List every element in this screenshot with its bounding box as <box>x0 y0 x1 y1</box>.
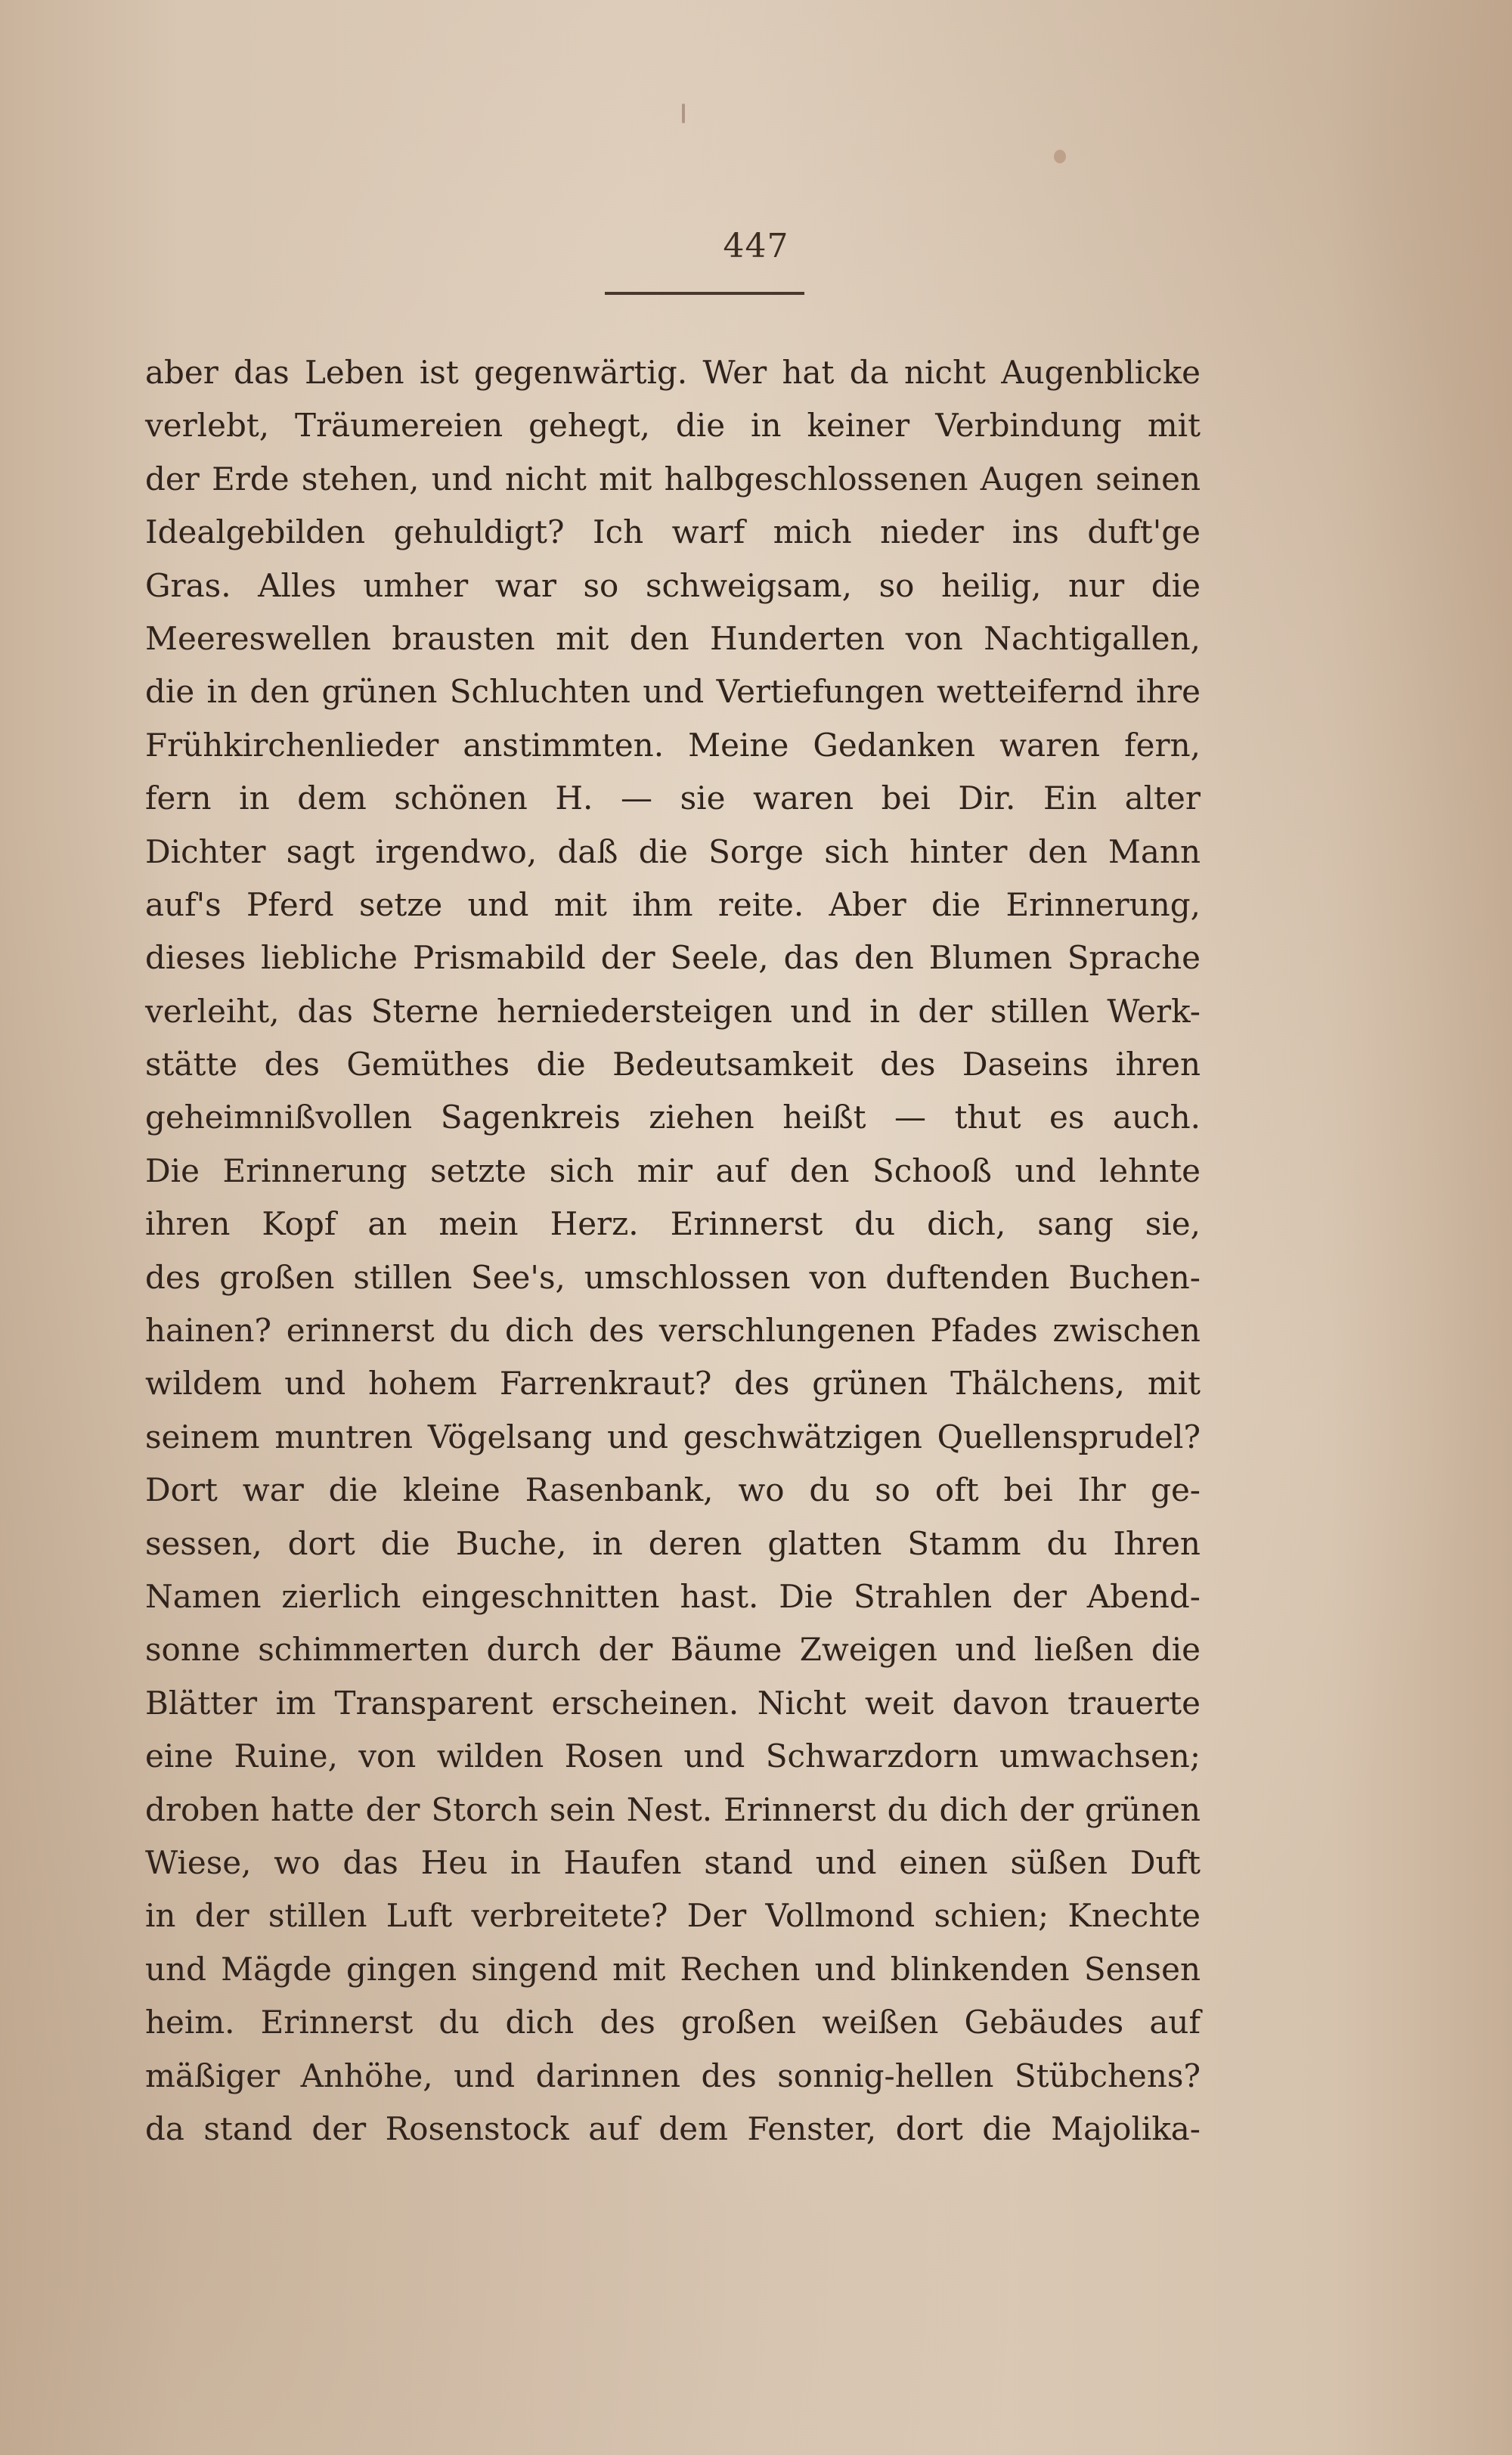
page-number: 447 <box>723 227 789 265</box>
text-line: da stand der Rosenstock auf dem Fenster, dort die Majolika- <box>145 2109 1201 2147</box>
paper-stain <box>1054 150 1066 163</box>
text-line: verlebt, Träumereien gehegt, die in keiner Verbindung mit <box>145 407 1201 445</box>
text-line: auf's Pferd setze und mit ihm reite. Aber die Erinnerung, <box>145 885 1201 923</box>
text-line: fern in dem schönen H. — sie waren bei Dir. Ein alter <box>145 780 1201 817</box>
text-line: dieses liebliche Prismabild der Seele, das den Blumen Sprache <box>145 939 1201 977</box>
text-line: in der stillen Luft verbreitete? Der Vollmond schien; Knechte <box>145 1897 1201 1935</box>
text-line: geheimnißvollen Sagenkreis ziehen heißt — thut es auch. <box>145 1099 1201 1136</box>
text-line: droben hatte der Storch sein Nest. Erinnerst du dich der grünen <box>145 1790 1201 1828</box>
text-line: Gras. Alles umher war so schweigsam, so heilig, nur die <box>145 566 1201 604</box>
text-line: heim. Erinnerst du dich des großen weißen Gebäudes auf <box>145 2004 1201 2041</box>
text-line: Dort war die kleine Rasenbank, wo du so oft bei Ihr ge- <box>145 1471 1201 1509</box>
header-rule <box>605 292 804 295</box>
text-line: ihren Kopf an mein Herz. Erinnerst du dich, sang sie, <box>145 1205 1201 1243</box>
text-line: die in den grünen Schluchten und Vertiefungen wetteifernd ihre <box>145 673 1201 711</box>
text-line: mäßiger Anhöhe, und darinnen des sonnig-hellen Stübchens? <box>145 2057 1201 2094</box>
text-line: Idealgebilden gehuldigt? Ich warf mich nieder ins duft'ge <box>145 513 1201 551</box>
text-line: wildem und hohem Farrenkraut? des grünen Thälchens, mit <box>145 1365 1201 1403</box>
text-line: stätte des Gemüthes die Bedeutsamkeit des Daseins ihren <box>145 1046 1201 1083</box>
text-line: Blätter im Transparent erscheinen. Nicht weit davon trauerte <box>145 1684 1201 1722</box>
text-line: des großen stillen See's, umschlossen von duftenden Buchen- <box>145 1258 1201 1296</box>
text-line: Frühkirchenlieder anstimmten. Meine Gedanken waren fern, <box>145 726 1201 764</box>
text-line: sessen, dort die Buche, in deren glatten Stamm du Ihren <box>145 1524 1201 1562</box>
text-line: und Mägde gingen singend mit Rechen und blinkenden Sensen <box>145 1950 1201 1988</box>
text-line: seinem muntren Vögelsang und geschwätzigen Quellensprudel? <box>145 1418 1201 1455</box>
body-text <box>145 346 1201 2156</box>
text-line: Wiese, wo das Heu in Haufen stand und einen süßen Duft <box>145 1843 1201 1881</box>
text-line: aber das Leben ist gegenwärtig. Wer hat da nicht Augenblicke <box>145 354 1201 391</box>
text-line: der Erde stehen, und nicht mit halbgeschlossenen Augen seinen <box>145 460 1201 498</box>
text-line: sonne schimmerten durch der Bäume Zweigen und ließen die <box>145 1631 1201 1669</box>
text-line: verleiht, das Sterne herniedersteigen und in der stillen Werk- <box>145 992 1201 1030</box>
ink-mark <box>682 104 685 123</box>
text-line: Meereswellen brausten mit den Hunderten von Nachtigallen, <box>145 619 1201 657</box>
text-line: Die Erinnerung setzte sich mir auf den Schooß und lehnte <box>145 1152 1201 1189</box>
text-line: Namen zierlich eingeschnitten hast. Die Strahlen der Abend- <box>145 1577 1201 1615</box>
text-line: hainen? erinnerst du dich des verschlungenen Pfades zwischen <box>145 1312 1201 1350</box>
text-line: eine Ruine, von wilden Rosen und Schwarzdorn umwachsen; <box>145 1737 1201 1775</box>
text-line: Dichter sagt irgendwo, daß die Sorge sich hinter den Mann <box>145 832 1201 870</box>
